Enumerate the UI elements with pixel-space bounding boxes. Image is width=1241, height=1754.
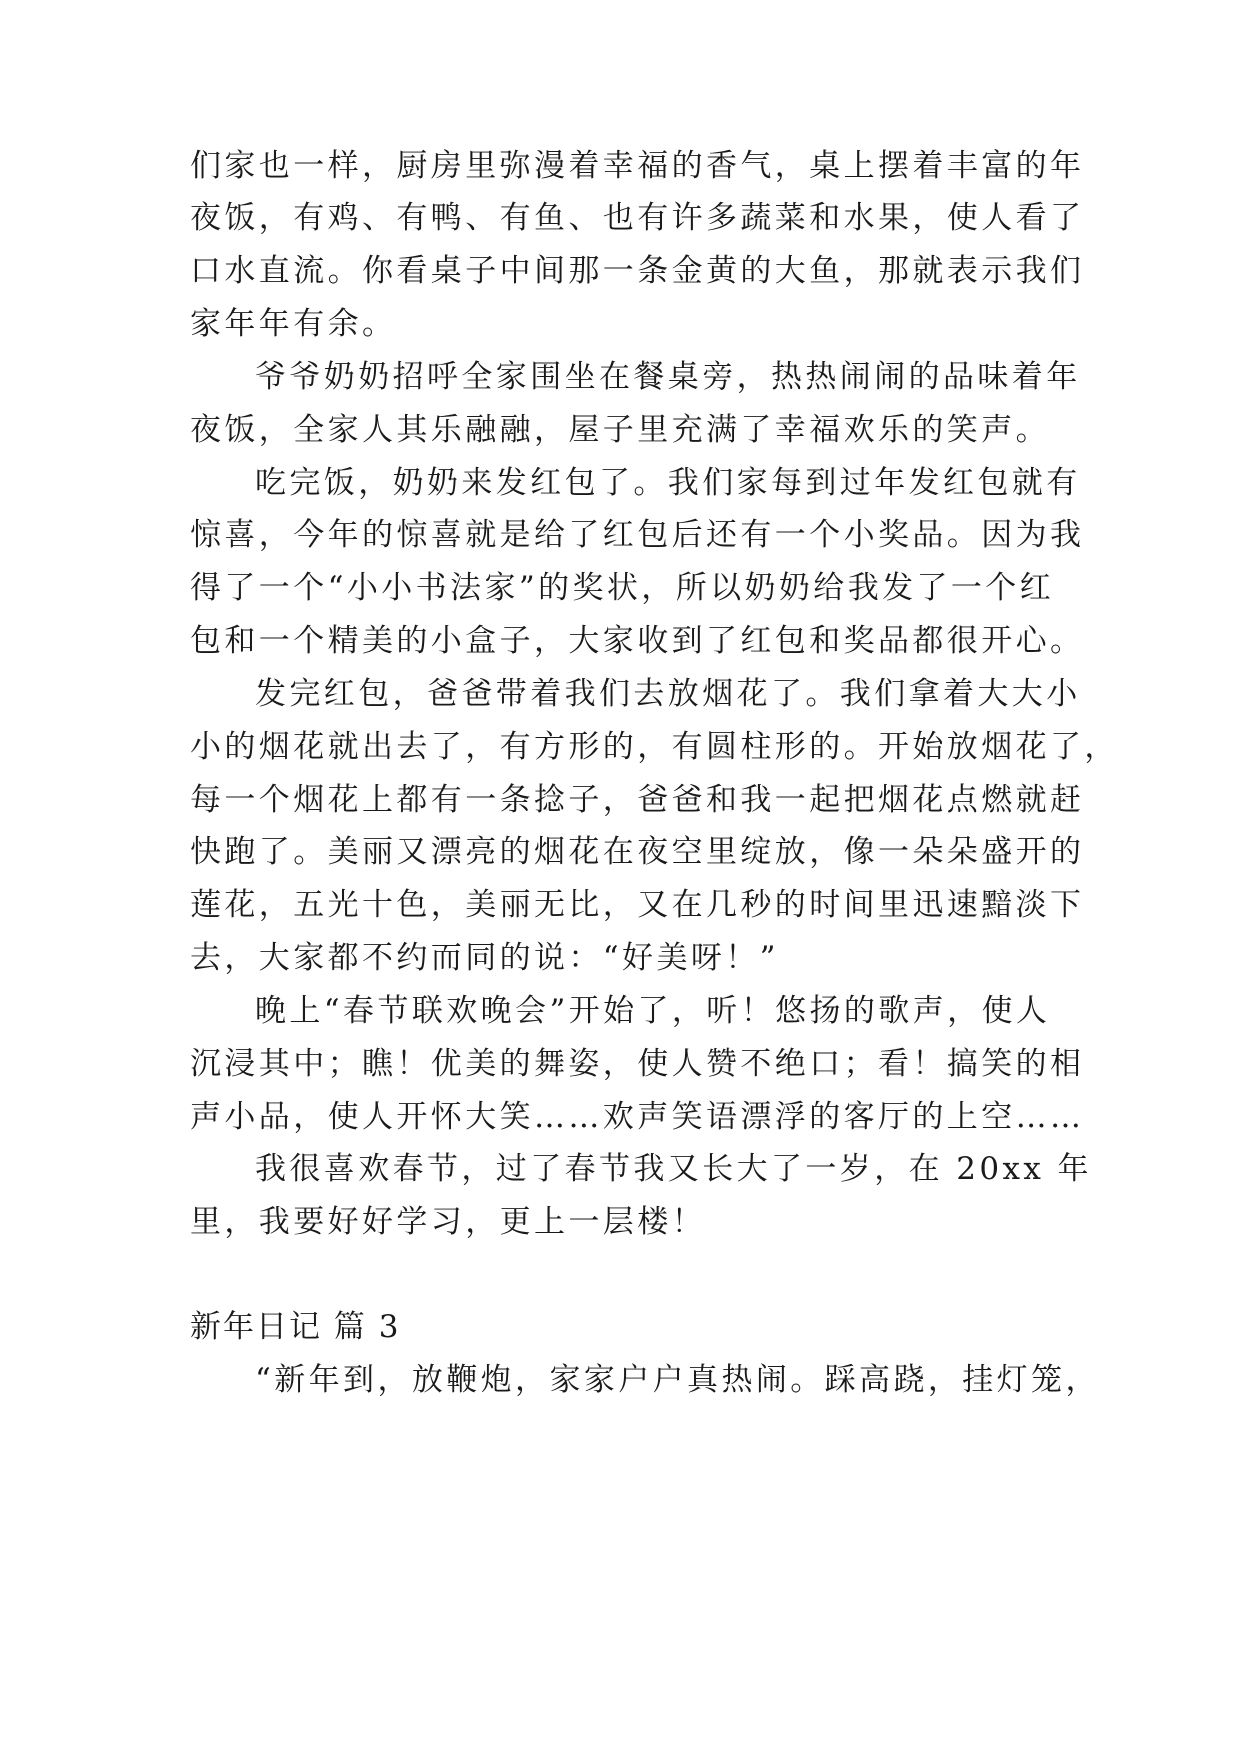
paragraph-6-line-1: 我很喜欢春节，过了春节我又长大了一岁，在 20xx 年 — [255, 1151, 1092, 1187]
paragraph-4-line-2: 小的烟花就出去了，有方形的，有圆柱形的。开始放烟花了， — [190, 729, 1119, 765]
paragraph-7-line-1: “新年到，放鞭炮，家家户户真热闹。踩高跷，挂灯笼， — [255, 1362, 1100, 1398]
paragraph-3-line-1: 吃完饭，奶奶来发红包了。我们家每到过年发红包就有 — [255, 465, 1081, 501]
paragraph-3-line-3: 得了一个“小小书法家”的奖状，所以奶奶给我发了一个红 — [190, 570, 1055, 606]
paragraph-5-line-2: 沉浸其中；瞧！优美的舞姿，使人赞不绝口；看！搞笑的相 — [190, 1046, 1085, 1082]
paragraph-6-line-2: 里，我要好好学习，更上一层楼！ — [190, 1204, 706, 1240]
paragraph-1-line-1: 们家也一样，厨房里弥漫着幸福的香气，桌上摆着丰富的年 — [190, 148, 1085, 184]
paragraph-1-line-2: 夜饭，有鸡、有鸭、有鱼、也有许多蔬菜和水果，使人看了 — [190, 200, 1085, 236]
paragraph-4-line-6: 去，大家都不约而同的说：“好美呀！” — [190, 940, 779, 976]
paragraph-5-line-1: 晚上“春节联欢晚会”开始了，听！悠扬的歌声，使人 — [255, 993, 1051, 1029]
paragraph-4-line-1: 发完红包，爸爸带着我们去放烟花了。我们拿着大大小 — [255, 676, 1081, 712]
paragraph-4-line-3: 每一个烟花上都有一条捻子，爸爸和我一起把烟花点燃就赶 — [190, 782, 1085, 818]
paragraph-1-line-3: 口水直流。你看桌子中间那一条金黄的大鱼，那就表示我们 — [190, 253, 1085, 289]
paragraph-3-line-2: 惊喜，今年的惊喜就是给了红包后还有一个小奖品。因为我 — [190, 517, 1085, 553]
paragraph-4-line-4: 快跑了。美丽又漂亮的烟花在夜空里绽放，像一朵朵盛开的 — [190, 834, 1085, 870]
paragraph-2-line-1: 爷爷奶奶招呼全家围坐在餐桌旁，热热闹闹的品味着年 — [255, 359, 1081, 395]
paragraph-4-line-5: 莲花，五光十色，美丽无比，又在几秒的时间里迅速黯淡下 — [190, 887, 1085, 923]
paragraph-1-line-4: 家年年有余。 — [190, 306, 397, 342]
section-heading: 新年日记 篇 3 — [190, 1309, 401, 1345]
paragraph-2-line-2: 夜饭，全家人其乐融融，屋子里充满了幸福欢乐的笑声。 — [190, 412, 1050, 448]
paragraph-5-line-3: 声小品，使人开怀大笑……欢声笑语漂浮的客厅的上空…… — [190, 1099, 1085, 1135]
paragraph-3-line-4: 包和一个精美的小盒子，大家收到了红包和奖品都很开心。 — [190, 623, 1085, 659]
